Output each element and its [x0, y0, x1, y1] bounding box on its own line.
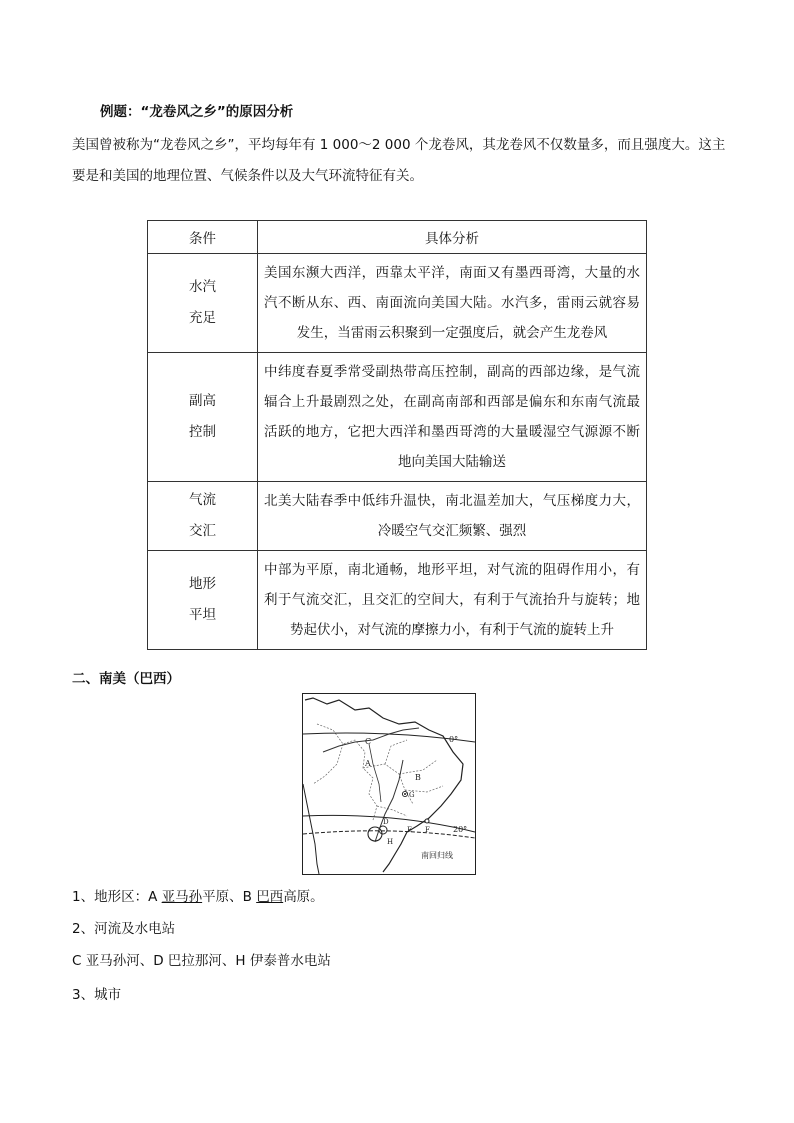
example-intro: 美国曾被称为“龙卷风之乡”，平均每年有 1 000～2 000 个龙卷风，其龙卷风不仅数量多，而且强度大。这主要是和美国的地理位置、气候条件以及大气环流特征有关。 — [72, 137, 726, 184]
detail-cell: 北美大陆春季中低纬升温快，南北温差加大，气压梯度力大，冷暖空气交汇频繁、强烈 — [258, 482, 647, 551]
table-row — [148, 353, 647, 482]
note-underlined: 亚马孙 — [161, 889, 203, 905]
header-detail: 具体分析 — [258, 221, 647, 254]
condition-cell — [148, 482, 258, 551]
lat20-line — [303, 815, 475, 832]
label-a: A — [365, 759, 371, 768]
table-row — [148, 482, 647, 551]
city-g-dot — [404, 793, 406, 795]
note-underlined: 巴西 — [256, 889, 284, 905]
river-tributary — [369, 744, 381, 802]
city-f-marker — [425, 819, 429, 823]
condition-cell — [148, 254, 258, 353]
west-coast — [303, 784, 319, 874]
condition-line: 气流 — [189, 492, 216, 508]
note-text: 1、地形区：A — [72, 889, 162, 905]
condition-line: 水汽 — [189, 279, 216, 295]
map-figure — [303, 694, 475, 874]
label-c: C — [365, 737, 372, 746]
label-g: G — [409, 791, 415, 799]
condition-line: 交汇 — [189, 523, 216, 539]
note-landforms — [72, 885, 324, 905]
label-tropic: 南回归线 — [421, 851, 453, 860]
detail-cell: 美国东濒大西洋，西靠太平洋，南面又有墨西哥湾，大量的水汽不断从东、西、南面流向美国大陆。水汽多，雷雨云就容易发生，当雷雨云积聚到一定强度后，就会产生龙卷风 — [258, 254, 647, 353]
itaipu-marker — [368, 827, 382, 841]
label-h: H — [387, 838, 394, 846]
south-america-map — [302, 693, 476, 875]
detail-cell: 中纬度春夏季常受副热带高压控制，副高的西部边缘，是气流辐合上升最剧烈之处，在副高南部和西部是偏东和东南气流最活跃的地方，它把大西洋和墨西哥湾的大量暖湿空气源源不断地向美国大陆输送 — [258, 353, 647, 482]
note-text: 高原。 — [283, 889, 324, 905]
condition-line: 平坦 — [189, 607, 216, 623]
note-rivers-detail: C 亚马孙河、D 巴拉那河、H 伊泰普水电站 — [72, 953, 331, 969]
condition-cell — [148, 551, 258, 650]
note-rivers: 2、河流及水电站 — [72, 921, 176, 937]
table-row — [148, 551, 647, 650]
section-title: 二、南美（巴西） — [72, 671, 180, 687]
condition-line: 充足 — [189, 310, 216, 326]
note-cities: 3、城市 — [72, 987, 122, 1003]
detail-cell: 中部为平原，南北通畅，地形平坦，对气流的阻碍作用小，有利于气流交汇，且交汇的空间大，有利于气流抬升与旋转；地势起伏小，对气流的摩擦力小，有利于气流的旋转上升 — [258, 551, 647, 650]
label-b: B — [415, 773, 421, 782]
table-row — [148, 254, 647, 353]
label-f: F — [425, 826, 430, 834]
example-title: 例题：“龙卷风之乡”的原因分析 — [100, 104, 294, 120]
note-text: 平原、B — [202, 889, 257, 905]
header-condition: 条件 — [148, 221, 258, 254]
condition-line: 控制 — [189, 424, 216, 440]
label-lat20: 20° — [453, 825, 468, 834]
condition-line: 地形 — [189, 576, 216, 592]
table-header-row — [148, 221, 647, 254]
analysis-table — [147, 220, 647, 650]
condition-line: 副高 — [189, 393, 216, 409]
condition-cell — [148, 353, 258, 482]
tropic-line — [303, 831, 475, 838]
label-e: E — [407, 826, 413, 834]
label-equator: 0° — [449, 735, 459, 744]
coastline — [305, 698, 463, 872]
label-d: D — [383, 818, 389, 826]
